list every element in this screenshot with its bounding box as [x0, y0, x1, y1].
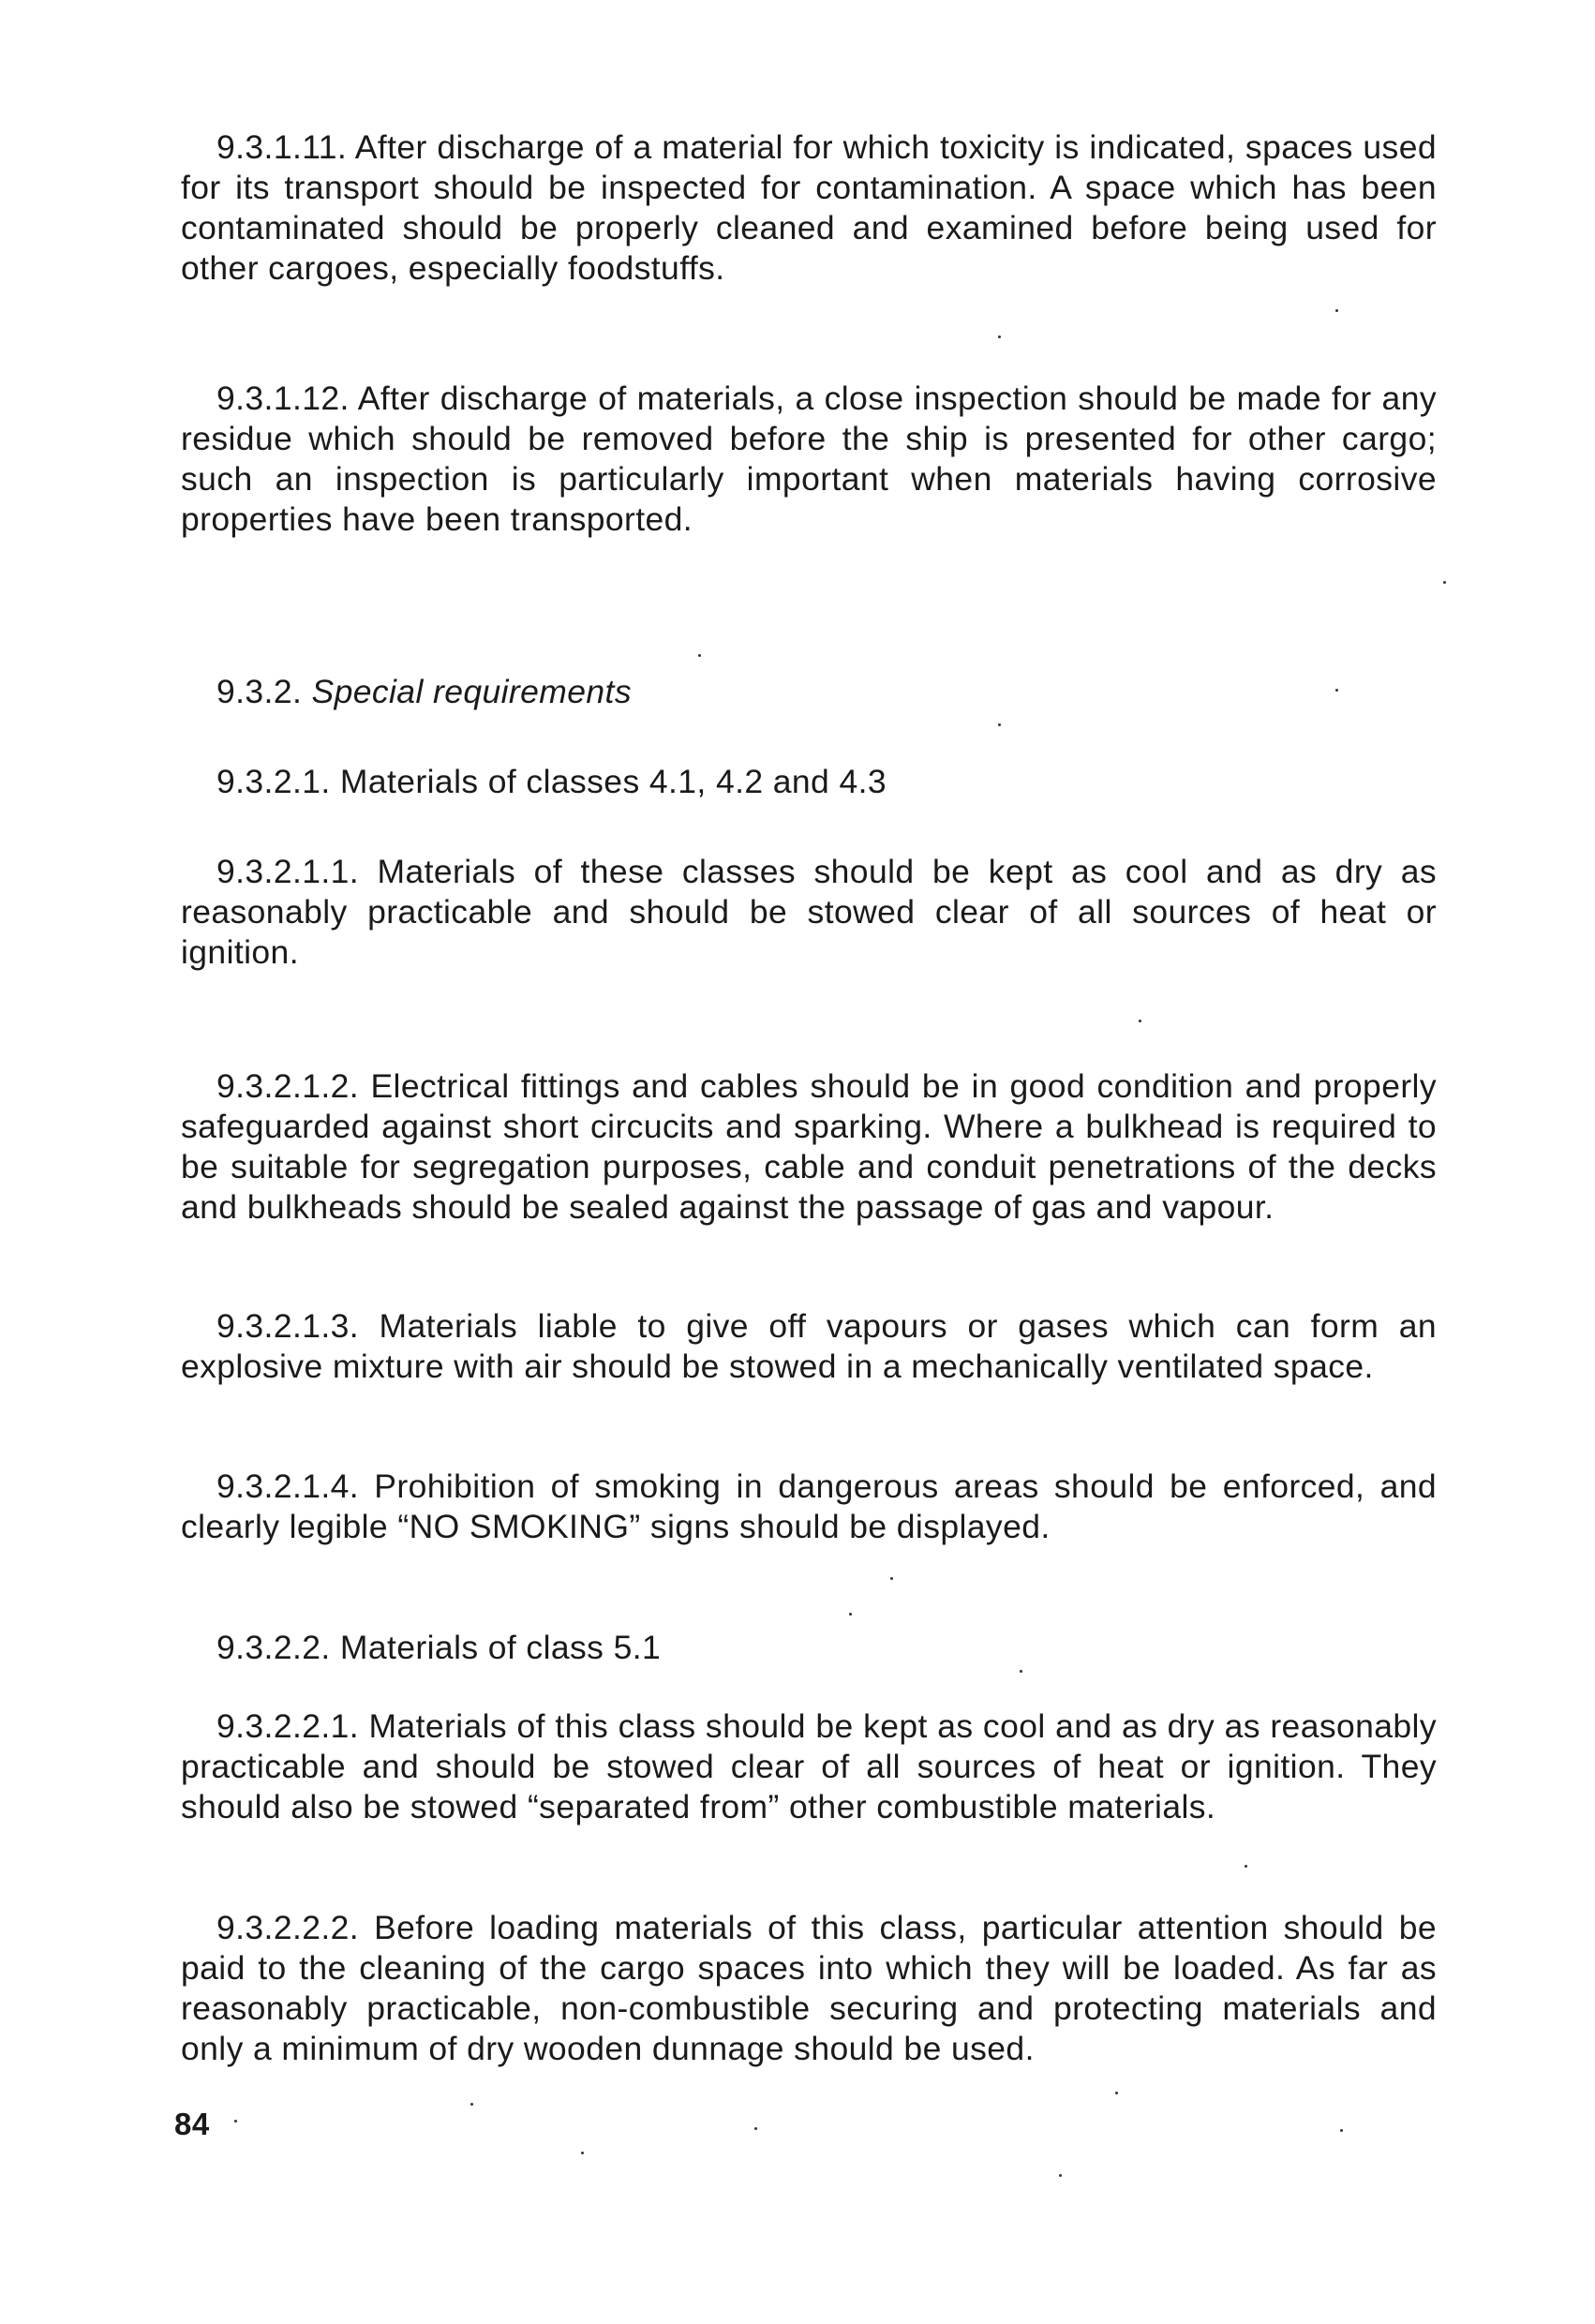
scan-speck [470, 2103, 473, 2106]
scan-speck [754, 2127, 757, 2130]
paragraph-9-3-2-1-2: 9.3.2.1.2. Electrical fittings and cables should be in good condition and properly safeguarded against short circucits and sparking. Where a bulkhead is required to be suitable for segregation purposes, cable and conduit penetrations of the decks and bulkheads should be sealed against the passage of gas and vapour. [181, 1067, 1437, 1226]
subsection-heading-9-3-2-1: 9.3.2.1. Materials of classes 4.1, 4.2 and 4.3 [216, 763, 887, 800]
paragraph-9-3-2-2-1: 9.3.2.2.1. Materials of this class should be kept as cool and as dry as reasonably practicable and should be stowed clear of all sources of heat or ignition. They should also be stowed “separated from” other combustible materials. [181, 1707, 1437, 1825]
scan-speck [1335, 309, 1338, 312]
page-number: 84 [174, 2107, 210, 2141]
scan-speck [998, 335, 1001, 338]
scan-speck [1020, 1670, 1022, 1673]
scan-speck [1245, 1865, 1247, 1868]
scan-speck [1115, 2092, 1118, 2094]
scan-speck [998, 723, 1001, 726]
scan-speck [1340, 2129, 1343, 2132]
scan-speck [1139, 1020, 1141, 1022]
section-title: Special requirements [311, 673, 632, 710]
scan-speck [581, 2152, 584, 2154]
scan-speck [234, 2120, 237, 2123]
scan-speck [890, 1577, 893, 1580]
scan-speck [849, 1613, 852, 1616]
paragraph-9-3-1-11: 9.3.1.11. After discharge of a material for which toxicity is indicated, spaces used for its transport should be inspected for contamination. A space which has been contaminated should be properly cleaned and examined before being used for other cargoes, especially foodstuffs. [181, 128, 1437, 287]
section-heading-9-3-2 [216, 672, 632, 712]
paragraph-9-3-2-1-4: 9.3.2.1.4. Prohibition of smoking in dangerous areas should be enforced, and clearly legible “NO SMOKING” signs should be displayed. [181, 1467, 1437, 1545]
paragraph-9-3-2-1-1: 9.3.2.1.1. Materials of these classes should be kept as cool and as dry as reasonably practicable and should be stowed clear of all sources of heat or ignition. [181, 853, 1437, 971]
scan-speck [1059, 2174, 1062, 2177]
paragraph-9-3-2-1-3: 9.3.2.1.3. Materials liable to give off vapours or gases which can form an explosive mixture with air should be stowed in a mechanically ventilated space. [181, 1307, 1437, 1385]
scan-speck [698, 654, 701, 657]
subsection-heading-9-3-2-2: 9.3.2.2. Materials of class 5.1 [216, 1629, 662, 1666]
scan-speck [1443, 581, 1446, 584]
section-number: 9.3.2. [216, 673, 303, 710]
paragraph-9-3-2-2-2: 9.3.2.2.2. Before loading materials of this class, particular attention should be paid to the cleaning of the cargo spaces into which they will be loaded. As far as reasonably practicable, non-combustible securing and protecting materials and only a minimum of dry wooden dunnage should be used. [181, 1909, 1437, 2067]
scan-speck [1335, 689, 1338, 692]
paragraph-9-3-1-12: 9.3.1.12. After discharge of materials, a close inspection should be made for any residue which should be removed before the ship is presented for other cargo; such an inspection is particularly important when materials having corrosive properties have been transported. [181, 380, 1437, 538]
